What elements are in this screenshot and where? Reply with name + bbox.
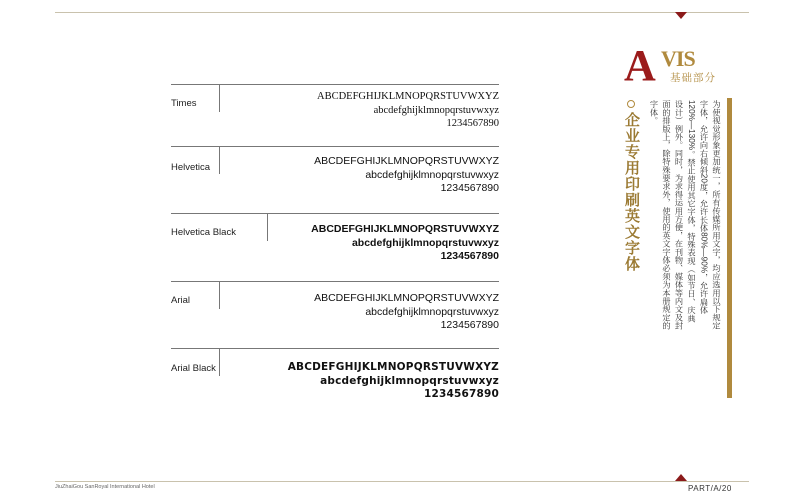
font-sample [314, 155, 499, 196]
row-rule [171, 84, 499, 85]
row-rule [171, 213, 499, 214]
row-divider [267, 213, 268, 241]
bottom-rule [55, 481, 749, 482]
row-rule [171, 146, 499, 147]
sample-digits: 1234567890 [440, 182, 499, 194]
sample-upper: ABCDEFGHIJKLMNOPQRSTUVWXYZ [314, 155, 499, 167]
row-divider [219, 146, 220, 174]
row-divider [219, 281, 220, 309]
row-divider [219, 348, 220, 376]
section-body: 为使视觉形象更加统一，所有传媒所用文字，均应选用以下规定字体，允许向右倾斜20度，允许长体80%—90%，允许扁体120%—130%。禁止使用其它字体，特殊表现（如节日、庆典设计）例外。同时，为求得运用方便，在刊物、媒体等内文及封面的排版上，除特殊要求外，使用的英文字体必须为本册规定的字体。 [649, 100, 721, 330]
font-row-times [171, 84, 499, 134]
sample-upper: ABCDEFGHIJKLMNOPQRSTUVWXYZ [314, 292, 499, 304]
font-label: Helvetica [171, 162, 211, 173]
logo-subtitle: 基础部分 [670, 72, 716, 84]
row-rule [171, 348, 499, 349]
logo-mark: VIS [661, 46, 695, 71]
title-bullet-icon [627, 100, 635, 108]
row-divider [219, 84, 220, 112]
sample-lower: abcdefghijklmnopqrstuvwxyz [320, 374, 499, 387]
font-sample [288, 361, 499, 402]
sample-lower: abcdefghijklmnopqrstuvwxyz [365, 168, 499, 181]
sample-upper: ABCDEFGHIJKLMNOPQRSTUVWXYZ [311, 223, 499, 235]
font-label: Arial [171, 295, 191, 306]
sample-digits: 1234567890 [440, 250, 499, 262]
font-row-arial-black [171, 348, 499, 404]
sample-digits: 1234567890 [440, 319, 499, 331]
font-label: Times [171, 98, 197, 109]
sample-lower: abcdefghijklmnopqrstuvwxyz [373, 104, 499, 116]
sample-upper: ABCDEFGHIJKLMNOPQRSTUVWXYZ [316, 91, 499, 102]
font-row-helvetica [171, 146, 499, 196]
sample-upper: ABCDEFGHIJKLMNOPQRSTUVWXYZ [287, 361, 499, 373]
top-rule [55, 12, 749, 13]
sample-lower: abcdefghijklmnopqrstuvwxyz [365, 305, 499, 318]
font-row-arial [171, 281, 499, 331]
top-marker [675, 12, 687, 19]
section-title: 企业专用印刷英文字体 [623, 112, 640, 272]
font-label: Arial Black [171, 363, 216, 374]
font-row-helvetica-black [171, 213, 499, 263]
font-label: Helvetica Black [171, 227, 236, 238]
logo-letter: A [624, 41, 656, 90]
sample-lower: abcdefghijklmnopqrstuvwxyz [351, 236, 499, 249]
sample-digits: 1234567890 [446, 118, 499, 129]
sample-digits: 1234567890 [423, 388, 499, 400]
gold-accent-bar [727, 98, 732, 398]
bottom-marker [675, 474, 687, 481]
font-sample [317, 90, 499, 131]
page-number: PART/A/20 [688, 484, 732, 493]
row-rule [171, 281, 499, 282]
font-sample [314, 292, 499, 333]
footer-hotel-name: JiuZhaiGou SanRoyal International Hotel [55, 484, 155, 490]
font-sample [311, 223, 499, 264]
